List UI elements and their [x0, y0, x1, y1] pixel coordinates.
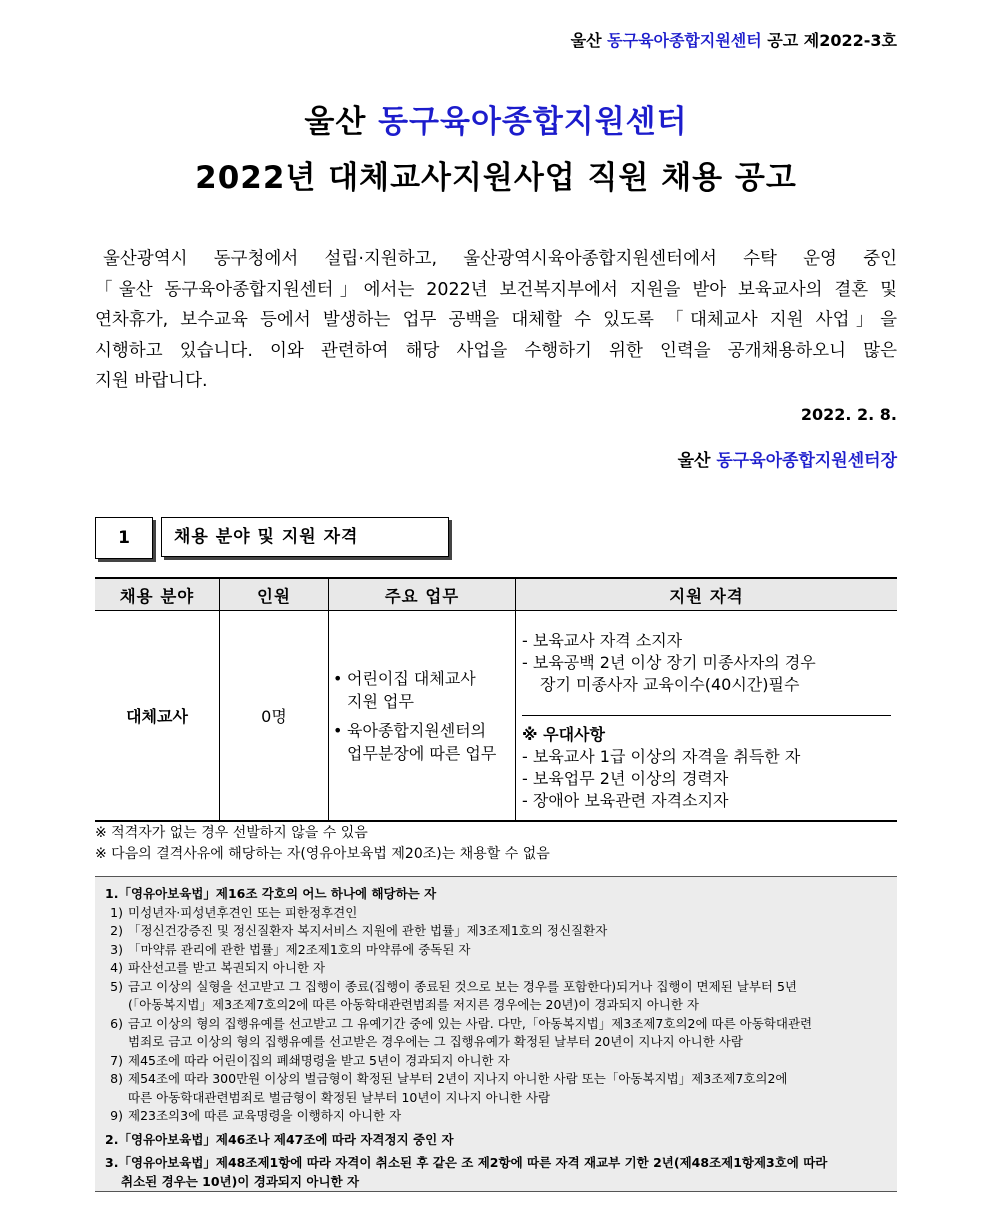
recruitment-table: [95, 577, 897, 822]
header-field: 채용 분야: [95, 578, 220, 611]
item-text: 파산선고를 받고 복권되지 아니한 자: [128, 960, 326, 975]
table-header-row: [95, 578, 897, 611]
item-text: 금고 이상의 형의 집행유예를 선고받고 그 유예기간 중에 있는 사람. 다만,「아동복지법」제3조제7호의2에 따른 아동학대관련: [128, 1015, 813, 1031]
bullet-icon: •: [333, 668, 343, 688]
preference-item: - 보육교사 1급 이상의 자격을 취득한 자: [522, 747, 801, 766]
item-text: 제45조에 따라 어린이집의 폐쇄명령을 받고 5년이 경과되지 아니한 자: [128, 1052, 510, 1068]
item-number: 3): [110, 941, 123, 957]
item-number: 8): [110, 1071, 123, 1086]
list-item: [105, 1107, 889, 1126]
disqualification-heading: 1.「영유아보육법」제16조 각호의 어느 하나에 해당하는 자: [105, 886, 437, 901]
item-text: 따른 아동학대관련범죄로 벌금형이 확정된 날부터 10년이 지나지 아니한 사람: [128, 1089, 551, 1105]
signer-center-name: 동구육아종합지원센터장: [716, 451, 897, 471]
qualification-item: 장기 미종사자 교육이수(40시간)필수: [540, 675, 800, 694]
item-text: 미성년자·피성년후견인 또는 피한정후견인: [128, 904, 358, 920]
item-number: 4): [110, 960, 123, 975]
list-item: [105, 1015, 889, 1052]
notice-suffix: 공고 제2022-3호: [761, 31, 897, 50]
qualification-list: [522, 611, 891, 716]
intro-line: 울산광역시 동구청에서 설립·지원하고, 울산광역시육아종합지원센터에서 수탁 운영 중인: [103, 249, 897, 269]
header-count: 인원: [220, 578, 329, 611]
disqualification-heading: 2.「영유아보육법」제46조나 제47조에 따라 자격정지 중인 자: [105, 1131, 454, 1147]
notes: [95, 823, 550, 865]
section-number: 1: [95, 517, 153, 559]
qualification-item: - 보육교사 자격 소지자: [522, 631, 683, 650]
item-number: 7): [110, 1052, 123, 1068]
duty-item: [333, 719, 511, 765]
heading-line: 취소된 경우는 10년)이 경과되지 아니한 자: [121, 1173, 360, 1189]
intro-line: 시행하고 있습니다. 이와 관련하여 해당 사업을 수행하기 위한 인력을 공개채용하오니 많은: [95, 340, 897, 361]
item-number: 9): [110, 1108, 123, 1123]
preference-title: ※ 우대사항: [522, 725, 605, 744]
preference-item: - 보육업무 2년 이상의 경력자: [522, 769, 729, 788]
notice-number: [571, 28, 897, 51]
notice-center-name: 동구육아종합지원센터: [607, 31, 762, 50]
item-number: 1): [110, 904, 123, 920]
qualification-item: - 보육공백 2년 이상 장기 미종사자의 경우: [522, 653, 816, 672]
item-number: 2): [110, 923, 123, 938]
bullet-icon: •: [333, 720, 343, 740]
intro-line: 「울산 동구육아종합지원센터」에서는 2022년 보건복지부에서 지원을 받아 보육교사의 결혼 및: [95, 279, 897, 300]
item-number: 5): [110, 978, 123, 994]
header-qualifications: 지원 자격: [516, 578, 898, 611]
cell-count: 0명: [220, 611, 329, 822]
note-item: ※ 다음의 결격사유에 해당하는 자(영유아보육법 제20조)는 채용할 수 없음: [95, 846, 550, 862]
cell-field: 대체교사: [95, 611, 220, 822]
page-title-line1: [0, 96, 992, 141]
duty-line: 육아종합지원센터의: [347, 720, 487, 740]
section-title: 채용 분야 및 지원 자격: [161, 517, 449, 557]
intro-line: 연차휴가, 보수교육 등에서 발생하는 업무 공백을 대체할 수 있도록 「대체교사 지원 사업」을: [95, 310, 897, 330]
duty-line: 지원 업무: [347, 691, 414, 711]
list-item: [105, 922, 889, 941]
item-text: 범죄로 금고 이상의 형의 집행유예를 선고받은 경우에는 그 집행유예가 확정된 날부터 20년이 지나지 아니한 사람: [128, 1034, 743, 1049]
signer-prefix: 울산: [677, 451, 717, 471]
preference-item: - 장애아 보육관련 자격소지자: [522, 791, 729, 810]
cell-duties: [329, 611, 516, 822]
duty-item: [333, 667, 511, 713]
preference-list: [522, 716, 891, 820]
header-duties: 주요 업무: [329, 578, 516, 611]
list-item: [105, 959, 889, 978]
cell-qualifications: [516, 611, 898, 822]
disqualification-heading: [105, 1154, 889, 1191]
item-text: 「정신건강증진 및 정신질환자 복지서비스 지원에 관한 법률」제3조제1호의 정신질환자: [128, 923, 608, 938]
list-item: [105, 978, 889, 1015]
item-text: 제54조에 따라 300만원 이상의 벌금형이 확정된 날부터 2년이 지나지 아니한 사람 또는「아동복지법」제3조제7호의2에: [128, 1071, 788, 1086]
signer: [678, 446, 897, 471]
item-text: 제23조의3에 따른 교육명령을 이행하지 아니한 자: [128, 1108, 402, 1123]
list-item: [105, 941, 889, 960]
item-text: 금고 이상의 실형을 선고받고 그 집행이 종료(집행이 종료된 것으로 보는 경우를 포함한다)되거나 집행이 면제된 날부터 5년: [128, 978, 797, 994]
list-item: [105, 1070, 889, 1107]
table-row: [95, 611, 897, 822]
list-item: [105, 904, 889, 923]
note-item: ※ 적격자가 없는 경우 선발하지 않을 수 있음: [95, 825, 368, 841]
notice-date: 2022. 2. 8.: [800, 405, 897, 424]
title-center-name: 동구육아종합지원센터: [378, 104, 688, 140]
disqualification-box: [95, 876, 897, 1192]
notice-prefix: 울산: [570, 31, 608, 50]
heading-line: 3.「영유아보육법」제48조제1항에 따라 자격이 취소된 후 같은 조 제2항에 따른 자격 재교부 기한 2년(제48조제1항제3호에 따라: [105, 1155, 828, 1170]
duty-line: 어린이집 대체교사: [347, 668, 476, 688]
intro-line: 지원 바랍니다.: [95, 371, 208, 391]
page-title-line2: 2022년 대체교사지원사업 직원 채용 공고: [195, 160, 797, 196]
list-item: [105, 1052, 889, 1071]
title-prefix: 울산: [304, 104, 379, 140]
item-text: 「마약류 관리에 관한 법률」제2조제1호의 마약류에 중독된 자: [128, 941, 471, 957]
item-text: (「아동복지법」제3조제7호의2에 따른 아동학대관련범죄를 저지른 경우에는 20년)이 경과되지 아니한 자: [128, 997, 699, 1012]
duty-line: 업무분장에 따른 업무: [347, 743, 497, 763]
item-number: 6): [110, 1015, 123, 1031]
intro-paragraph: [95, 244, 897, 397]
